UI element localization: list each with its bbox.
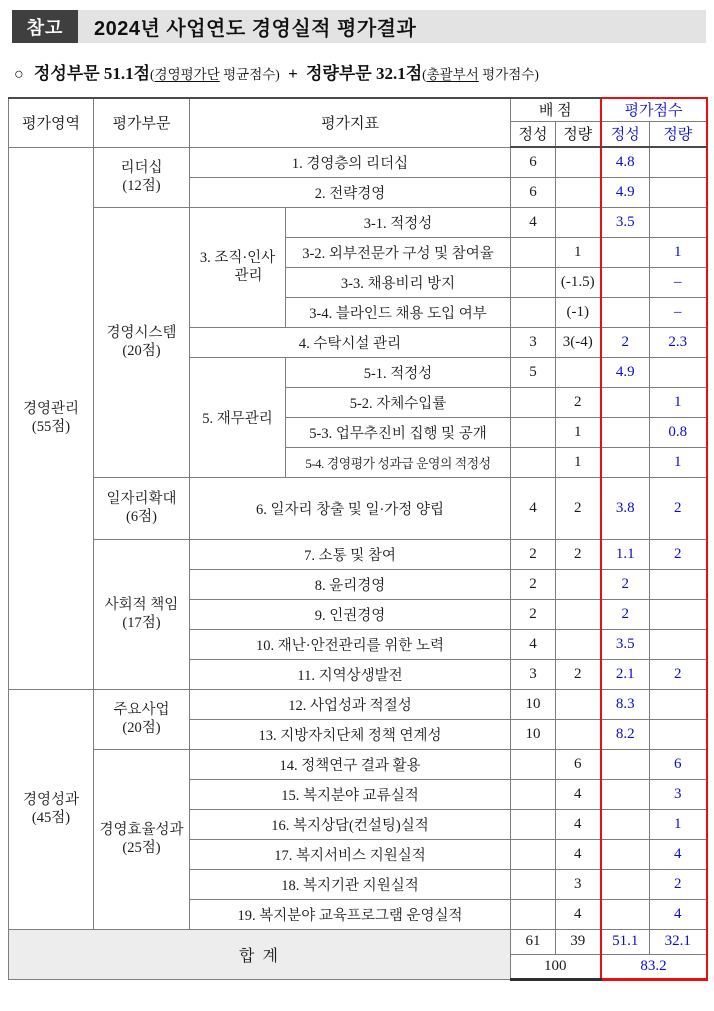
score-quant-cell: 2 <box>650 659 707 689</box>
alloc-qual-cell: 10 <box>511 719 556 749</box>
alloc-quant-cell <box>556 719 601 749</box>
score-qual-cell: 2 <box>601 327 650 357</box>
indicator-cell: 17. 복지서비스 지원실적 <box>190 839 511 869</box>
alloc-quant-cell <box>556 207 601 237</box>
score-quant-cell: 3 <box>650 779 707 809</box>
alloc-qual-cell: 5 <box>511 357 556 387</box>
indicator-cell: 9. 인권경영 <box>190 599 511 629</box>
total-score-quant-cell: 32.1 <box>650 929 707 954</box>
score-qual-cell <box>601 899 650 929</box>
score-qual-cell: 2 <box>601 569 650 599</box>
alloc-quant-cell: 4 <box>556 779 601 809</box>
alloc-quant-cell: (-1.5) <box>556 267 601 297</box>
score-quant-cell: 1 <box>650 809 707 839</box>
indicator-cell: 18. 복지기관 지원실적 <box>190 869 511 899</box>
reference-badge: 참고 <box>12 10 78 43</box>
score-quant-cell <box>650 689 707 719</box>
alloc-qual-cell <box>511 387 556 417</box>
alloc-quant-cell: 2 <box>556 477 601 539</box>
alloc-quant-cell: 3 <box>556 869 601 899</box>
col-header-indicator: 평가지표 <box>190 98 511 147</box>
indicator-cell: 7. 소통 및 참여 <box>190 539 511 569</box>
alloc-quant-cell: 6 <box>556 749 601 779</box>
score-qual-cell <box>601 749 650 779</box>
score-qual-cell <box>601 447 650 477</box>
score-quant-cell <box>650 629 707 659</box>
alloc-qual-cell <box>511 779 556 809</box>
grand-alloc-cell: 100 <box>511 954 601 979</box>
indicator-cell: 15. 복지분야 교류실적 <box>190 779 511 809</box>
col-header-score-qual: 정성 <box>601 121 650 147</box>
score-qual-cell <box>601 297 650 327</box>
sector-cell-system: 경영시스템 (20점) <box>94 207 190 477</box>
sector-cell-jobs: 일자리확대 (6점) <box>94 477 190 539</box>
indicator-cell: 3-2. 외부전문가 구성 및 참여율 <box>286 237 511 267</box>
score-quant-cell: 1 <box>650 237 707 267</box>
score-quant-cell: 2 <box>650 477 707 539</box>
quant-summary: 정량부문 32.1점 <box>306 64 423 83</box>
alloc-quant-cell: 1 <box>556 447 601 477</box>
col-header-area: 평가영역 <box>9 98 94 147</box>
indicator-cell: 8. 윤리경영 <box>190 569 511 599</box>
qual-paren-rest: 평균점수) <box>219 67 280 82</box>
score-quant-cell: 2.3 <box>650 327 707 357</box>
alloc-quant-cell <box>556 177 601 207</box>
alloc-quant-cell: 1 <box>556 417 601 447</box>
indicator-cell: 11. 지역상생발전 <box>190 659 511 689</box>
score-quant-cell: 1 <box>650 447 707 477</box>
score-qual-cell: 2.1 <box>601 659 650 689</box>
indicator-cell: 5-2. 자체수입률 <box>286 387 511 417</box>
alloc-qual-cell: 6 <box>511 147 556 177</box>
alloc-quant-cell: 4 <box>556 809 601 839</box>
indicator-cell: 1. 경영층의 리더십 <box>190 147 511 177</box>
col-header-alloc-qual: 정성 <box>511 121 556 147</box>
score-qual-cell <box>601 869 650 899</box>
indicator-cell: 12. 사업성과 적절성 <box>190 689 511 719</box>
indicator-cell: 3-1. 적정성 <box>286 207 511 237</box>
sector-cell-mainbiz: 주요사업 (20점) <box>94 689 190 749</box>
alloc-qual-cell <box>511 447 556 477</box>
alloc-qual-cell: 10 <box>511 689 556 719</box>
indicator-cell: 16. 복지상담(컨설팅)실적 <box>190 809 511 839</box>
indicator-cell: 6. 일자리 창출 및 일·가정 양립 <box>190 477 511 539</box>
alloc-qual-cell <box>511 809 556 839</box>
table-row <box>9 749 707 779</box>
alloc-qual-cell: 6 <box>511 177 556 207</box>
score-qual-cell <box>601 839 650 869</box>
score-qual-cell <box>601 267 650 297</box>
score-qual-cell <box>601 387 650 417</box>
alloc-qual-cell: 4 <box>511 477 556 539</box>
page-title: 2024년 사업연도 경영실적 평가결과 <box>78 10 706 43</box>
score-qual-cell <box>601 779 650 809</box>
table-row <box>9 207 707 237</box>
score-quant-cell: 4 <box>650 839 707 869</box>
area-cell-performance: 경영성과 (45점) <box>9 689 94 929</box>
alloc-qual-cell <box>511 749 556 779</box>
col-header-score-quant: 정량 <box>650 121 707 147</box>
sector-cell-efficiency: 경영효율성과 (25점) <box>94 749 190 929</box>
quant-source-underlined: 총괄부서 <box>426 67 479 82</box>
group-cell-finance: 5. 재무관리 <box>190 357 286 477</box>
score-quant-cell <box>650 147 707 177</box>
table-row <box>9 539 707 569</box>
score-quant-cell <box>650 357 707 387</box>
table-row <box>9 147 707 177</box>
score-quant-cell: 4 <box>650 899 707 929</box>
sector-cell-social: 사회적 책임 (17점) <box>94 539 190 689</box>
qual-summary: 정성부문 51.1점 <box>33 64 151 83</box>
alloc-qual-cell: 3 <box>511 327 556 357</box>
alloc-quant-cell <box>556 629 601 659</box>
plus-sign: + <box>288 64 298 83</box>
total-score-qual-cell: 51.1 <box>601 929 650 954</box>
total-alloc-quant-cell: 39 <box>556 929 601 954</box>
alloc-qual-cell: 4 <box>511 207 556 237</box>
score-quant-cell: 1 <box>650 387 707 417</box>
indicator-cell: 19. 복지분야 교육프로그램 운영실적 <box>190 899 511 929</box>
alloc-qual-cell: 2 <box>511 599 556 629</box>
alloc-qual-cell <box>511 297 556 327</box>
alloc-quant-cell <box>556 599 601 629</box>
score-quant-cell <box>650 177 707 207</box>
quant-paren-rest: 평가점수) <box>478 67 539 82</box>
circle-bullet-icon: ○ <box>14 66 24 83</box>
indicator-cell: 2. 전략경영 <box>190 177 511 207</box>
alloc-quant-cell <box>556 689 601 719</box>
alloc-quant-cell: 1 <box>556 237 601 267</box>
col-header-sector: 평가부문 <box>94 98 190 147</box>
indicator-cell: 13. 지방자치단체 정책 연계성 <box>190 719 511 749</box>
score-quant-cell: 0.8 <box>650 417 707 447</box>
score-qual-cell: 3.5 <box>601 629 650 659</box>
alloc-quant-cell <box>556 357 601 387</box>
page-header <box>12 10 706 43</box>
score-qual-cell: 2 <box>601 599 650 629</box>
alloc-qual-cell: 3 <box>511 659 556 689</box>
area-cell-management: 경영관리 (55점) <box>9 147 94 689</box>
sector-cell-leadership: 리더십 (12점) <box>94 147 190 207</box>
indicator-cell: 3-3. 채용비리 방지 <box>286 267 511 297</box>
alloc-quant-cell: 3(-4) <box>556 327 601 357</box>
score-qual-cell: 1.1 <box>601 539 650 569</box>
score-quant-cell: – <box>650 267 707 297</box>
total-alloc-qual-cell: 61 <box>511 929 556 954</box>
alloc-quant-cell: 2 <box>556 539 601 569</box>
alloc-qual-cell <box>511 417 556 447</box>
alloc-quant-cell: 4 <box>556 839 601 869</box>
col-header-allocation: 배 점 <box>511 98 601 121</box>
score-quant-cell: 6 <box>650 749 707 779</box>
indicator-cell: 4. 수탁시설 관리 <box>190 327 511 357</box>
alloc-qual-cell <box>511 899 556 929</box>
score-qual-cell: 4.9 <box>601 357 650 387</box>
grand-score-cell: 83.2 <box>601 954 707 979</box>
alloc-quant-cell <box>556 569 601 599</box>
alloc-qual-cell: 4 <box>511 629 556 659</box>
paren-open: ( <box>422 67 427 82</box>
indicator-cell: 5-1. 적정성 <box>286 357 511 387</box>
score-quant-cell: – <box>650 297 707 327</box>
indicator-cell: 3-4. 블라인드 채용 도입 여부 <box>286 297 511 327</box>
alloc-qual-cell: 2 <box>511 539 556 569</box>
alloc-qual-cell <box>511 267 556 297</box>
score-quant-cell <box>650 719 707 749</box>
col-header-alloc-quant: 정량 <box>556 121 601 147</box>
indicator-cell: 10. 재난·안전관리를 위한 노력 <box>190 629 511 659</box>
score-qual-cell: 4.8 <box>601 147 650 177</box>
score-quant-cell <box>650 207 707 237</box>
evaluation-score-table <box>8 97 708 981</box>
alloc-quant-cell <box>556 147 601 177</box>
score-quant-cell <box>650 569 707 599</box>
alloc-qual-cell <box>511 869 556 899</box>
score-quant-cell: 2 <box>650 869 707 899</box>
qual-source-underlined: 경영평가단 <box>154 67 220 82</box>
alloc-qual-cell <box>511 237 556 267</box>
table-row <box>9 689 707 719</box>
score-qual-cell <box>601 237 650 267</box>
alloc-quant-cell: (-1) <box>556 297 601 327</box>
score-quant-cell: 2 <box>650 539 707 569</box>
table-row <box>9 477 707 539</box>
alloc-qual-cell <box>511 839 556 869</box>
score-quant-cell <box>650 599 707 629</box>
summary-line <box>14 59 706 84</box>
total-label-cell: 합 계 <box>9 929 511 979</box>
paren-open: ( <box>150 67 155 82</box>
score-qual-cell: 3.5 <box>601 207 650 237</box>
alloc-quant-cell: 4 <box>556 899 601 929</box>
indicator-cell: 14. 정책연구 결과 활용 <box>190 749 511 779</box>
group-cell-organization: 3. 조직·인사 관리 <box>190 207 286 327</box>
indicator-cell: 5-3. 업무추진비 집행 및 공개 <box>286 417 511 447</box>
score-qual-cell: 8.3 <box>601 689 650 719</box>
score-qual-cell <box>601 417 650 447</box>
alloc-quant-cell: 2 <box>556 387 601 417</box>
score-qual-cell: 4.9 <box>601 177 650 207</box>
total-row <box>9 929 707 954</box>
indicator-cell: 5-4. 경영평가 성과급 운영의 적정성 <box>286 447 511 477</box>
alloc-quant-cell: 2 <box>556 659 601 689</box>
score-qual-cell: 3.8 <box>601 477 650 539</box>
score-qual-cell <box>601 809 650 839</box>
col-header-score: 평가점수 <box>601 98 707 121</box>
alloc-qual-cell: 2 <box>511 569 556 599</box>
score-qual-cell: 8.2 <box>601 719 650 749</box>
